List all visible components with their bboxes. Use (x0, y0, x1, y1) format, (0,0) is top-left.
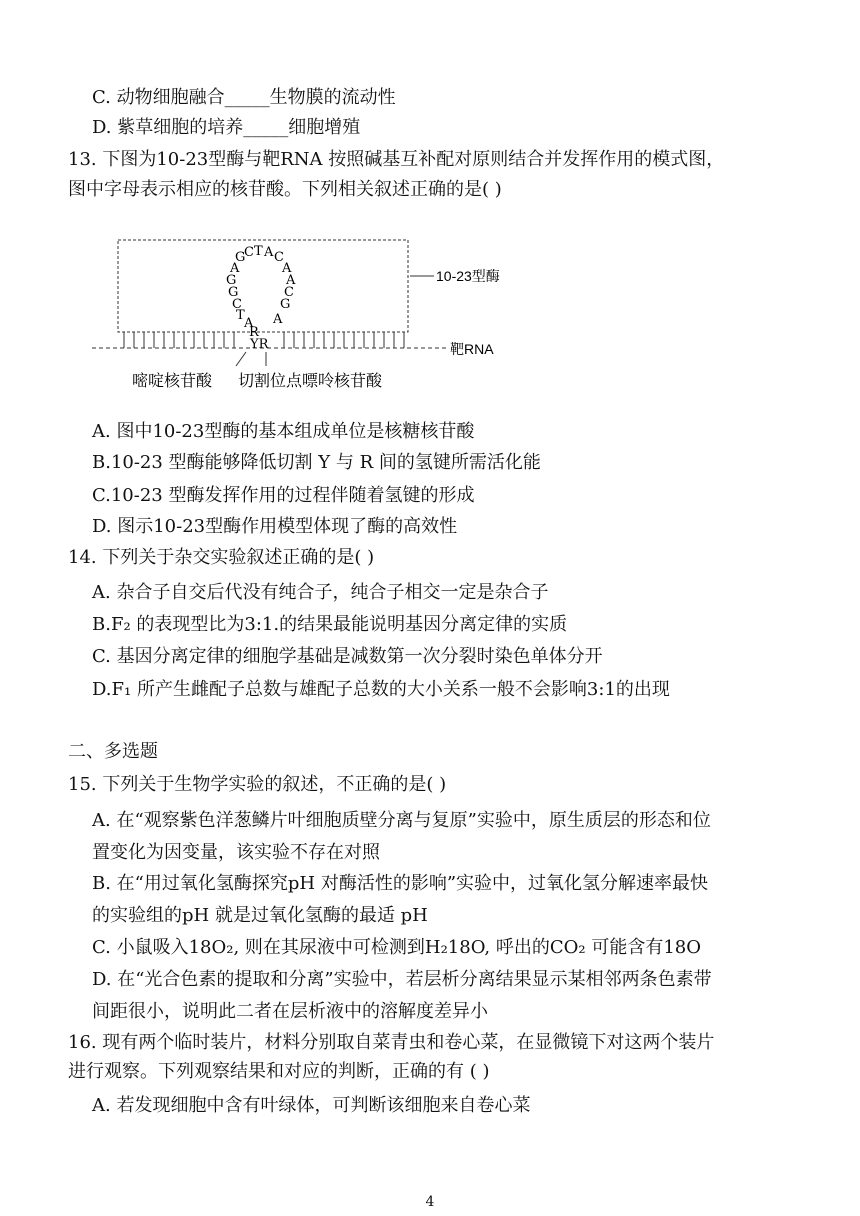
loop-letter: C (274, 250, 284, 265)
loop-nucleotides (226, 244, 296, 331)
q16-stem-line1: 16. 现有两个临时装片，材料分别取自菜青虫和卷心菜，在显微镜下对这两个装片 (68, 1032, 715, 1053)
q16-stem-line2: 进行观察。下列观察结果和对应的判断，正确的有 ( ) (68, 1061, 490, 1082)
q15-stem: 15. 下列关于生物学实验的叙述，不正确的是( ) (68, 774, 447, 795)
loop-letter: A (286, 273, 296, 288)
q13-option-d: D. 图示10-23型酶作用模型体现了酶的高效性 (92, 516, 458, 537)
rna-label: 靶RNA (450, 341, 494, 357)
page-number: 4 (425, 1194, 435, 1210)
loop-letter: A (273, 312, 283, 327)
enzyme-label: 10-23型酶 (436, 268, 500, 284)
pyrimidine-caption: 嘧啶核苷酸 (132, 371, 213, 390)
q13-option-a: A. 图中10-23型酶的基本组成单位是核糖核苷酸 (92, 421, 475, 442)
q16-option-a: A. 若发现细胞中含有叶绿体，可判断该细胞来自卷心菜 (92, 1095, 531, 1116)
q13-option-b: B.10-23 型酶能够降低切割 Y 与 R 间的氢键所需活化能 (92, 452, 541, 473)
q13-option-c: C.10-23 型酶发挥作用的过程伴随着氢键的形成 (92, 485, 475, 506)
q15-option-a-line1: A. 在“观察紫色洋葱鳞片叶细胞质壁分离与复原”实验中，原生质层的形态和位 (92, 810, 711, 831)
q15-option-d-line2: 间距很小，说明此二者在层析液中的溶解度差异小 (92, 1001, 488, 1022)
q12-option-c: C. 动物细胞融合_____生物膜的流动性 (92, 87, 396, 108)
q15-option-b-line2: 的实验组的pH 就是过氧化氢酶的最适 pH (92, 905, 428, 926)
q13-stem-line1: 13. 下图为10-23型酶与靶RNA 按照碱基互补配对原则结合并发挥作用的模式图， (68, 149, 725, 170)
letter-r: R (249, 325, 259, 340)
loop-letter: G (280, 297, 291, 312)
q14-option-b: B.F₂ 的表现型比为3:1.的结果最能说明基因分离定律的实质 (92, 614, 568, 635)
q15-option-a-line2: 置变化为因变量，该实验不存在对照 (92, 842, 380, 863)
q15-option-c: C. 小鼠吸入18O₂, 则在其尿液中可检测到H₂18O, 呼出的CO₂ 可能含有18O (92, 937, 701, 958)
loop-letter: C (244, 245, 254, 260)
loop-letter: G (235, 250, 246, 265)
loop-letter: A (282, 261, 292, 276)
q14-option-c: C. 基因分离定律的细胞学基础是减数第一次分裂时染色单体分开 (92, 646, 603, 667)
loop-letter: T (254, 244, 263, 259)
section-heading: 二、多选题 (68, 741, 158, 762)
loop-letter: G (226, 273, 237, 288)
loop-letter: A (230, 261, 240, 276)
loop-letter: A (244, 316, 254, 331)
enzyme-rna-diagram (88, 228, 528, 398)
cleavage-purine-caption: 切割位点嘌呤核苷酸 (238, 371, 383, 390)
letter-yr: YR (250, 337, 269, 352)
loop-letter: C (284, 285, 294, 300)
q14-stem: 14. 下列关于杂交实验叙述正确的是( ) (68, 547, 375, 568)
enzyme-dashed-box (118, 240, 408, 332)
loop-letter: A (264, 245, 274, 260)
q14-option-d: D.F₁ 所产生雌配子总数与雄配子总数的大小关系一般不会影响3:1的出现 (92, 679, 670, 700)
q14-option-a: A. 杂合子自交后代没有纯合子，纯合子相交一定是杂合子 (92, 582, 549, 603)
q13-stem-line2: 图中字母表示相应的核苷酸。下列相关叙述正确的是( ) (68, 179, 502, 200)
loop-letter: C (232, 297, 242, 312)
loop-letter: G (228, 285, 239, 300)
q15-option-d-line1: D. 在“光合色素的提取和分离”实验中，若层析分离结果显示某相邻两条色素带 (92, 969, 712, 990)
loop-letter: T (236, 308, 245, 323)
q15-option-b-line1: B. 在“用过氧化氢酶探究pH 对酶活性的影响”实验中，过氧化氢分解速率最快 (92, 873, 709, 894)
q12-option-d: D. 紫草细胞的培养_____细胞增殖 (92, 117, 361, 138)
